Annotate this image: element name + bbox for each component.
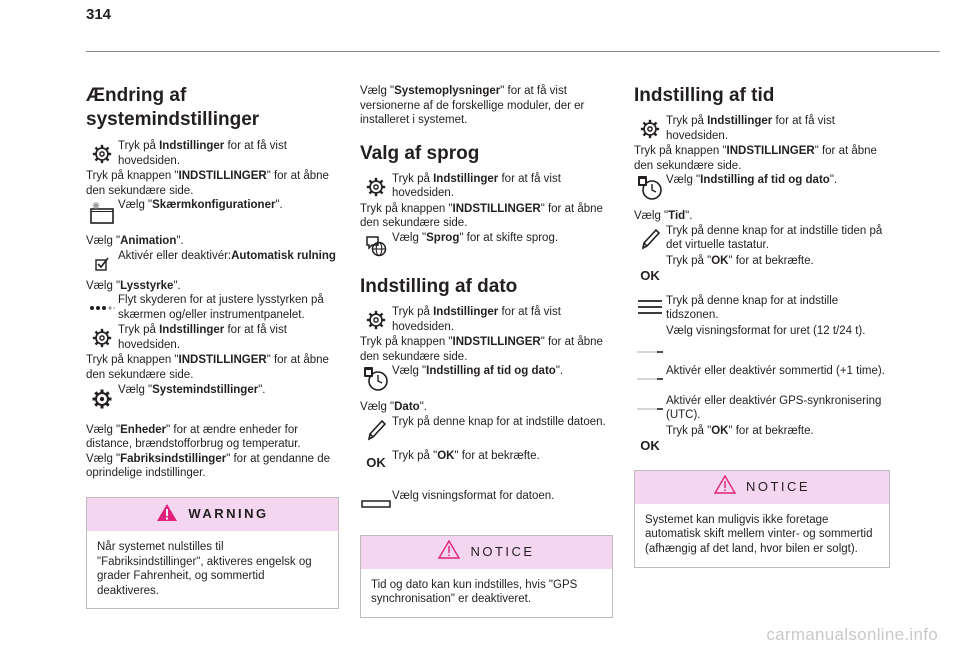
step-row <box>86 249 339 279</box>
format-bar-icon <box>634 324 666 354</box>
step-row <box>360 231 613 261</box>
screen-brightness-icon <box>86 198 118 228</box>
notice-text: Tid og dato kan kun indstilles, hvis "GPS synchronisation" er deaktiveret. <box>371 578 578 606</box>
top-divider <box>86 51 940 52</box>
step-text: Tryk på knappen "INDSTILLINGER" for at åbne den sekundære side. <box>86 354 329 381</box>
step-row <box>360 489 613 519</box>
step-row <box>86 323 339 353</box>
step-text: Vælg "Systemoplysninger" for at få vist versionerne af de forskellige moduler, der er installeret i systemet. <box>360 85 585 127</box>
format-bar-icon <box>360 489 392 519</box>
step-text: Tryk på denne knap for at indstille datoen. <box>392 415 606 428</box>
notice-header <box>635 471 889 504</box>
step-text: Tryk på knappen "INDSTILLINGER" for at åbne den sekundære side. <box>86 170 329 197</box>
watermark-footer: carmanualsonline.info <box>766 625 938 645</box>
step-row <box>360 305 613 335</box>
step-text: Vælg "Indstilling af tid og dato". <box>392 365 564 378</box>
step-text: Vælg "Tid". <box>634 210 693 223</box>
section-title-language: Valg af sprog <box>360 142 480 164</box>
notice-triangle-icon <box>714 475 736 499</box>
step-text: Tryk på Indstillinger for at få vist hovedsiden. <box>392 172 561 200</box>
column-system-settings <box>86 84 339 609</box>
page-number: 314 <box>86 6 112 23</box>
notice-box <box>360 535 613 618</box>
step-text: Tryk på Indstillinger for at få vist hovedsiden. <box>118 140 287 167</box>
notice-title: NOTICE <box>745 478 811 494</box>
column-time <box>634 84 890 568</box>
warning-title: WARNING <box>188 506 269 522</box>
calendar-clock-icon <box>360 364 392 394</box>
checkbox-icon <box>86 249 118 279</box>
section-title-date: Indstilling af dato <box>360 275 518 297</box>
step-text: Vælg "Indstilling af tid og dato". <box>666 174 838 187</box>
column-language-date <box>360 84 613 618</box>
notice-text: Systemet kan muligvis ikke foretage automatisk skift mellem vinter- og sommertid (afhængig af det land, hvor bilen er solgt). <box>645 513 873 555</box>
section-title-time: Indstilling af tid <box>634 85 775 106</box>
toggle-bar-icon <box>634 364 666 394</box>
step-row <box>360 415 613 445</box>
step-row <box>634 424 890 454</box>
step-text: Vælg "Systemindstillinger". <box>118 383 266 396</box>
warning-triangle-icon <box>156 503 178 527</box>
section-title-system-settings: Ændring af systemindstillinger <box>86 85 260 130</box>
step-text: Vælg visningsformat for uret (12 t/24 t). <box>666 324 866 337</box>
step-text: Tryk på knappen "INDSTILLINGER" for at åbne den sekundære side. <box>360 335 603 363</box>
slider-dots-icon <box>86 293 118 323</box>
notice-header <box>361 536 612 569</box>
warning-box <box>86 497 339 609</box>
notice-title: NOTICE <box>470 543 535 559</box>
step-row <box>360 172 613 202</box>
ok-icon: OK <box>366 455 386 471</box>
step-text: Vælg visningsformat for datoen. <box>392 489 555 502</box>
step-text: Aktivér eller deaktivér sommertid (+1 time). <box>666 364 885 377</box>
step-row <box>86 293 339 323</box>
step-text: Tryk på Indstillinger for at få vist hovedsiden. <box>118 324 287 351</box>
step-row <box>634 324 890 354</box>
step-text: Tryk på Indstillinger for at få vist hovedsiden. <box>666 115 835 142</box>
step-text: Aktivér eller deaktivér GPS-synkronisering (UTC). <box>666 394 882 422</box>
step-row <box>86 198 339 228</box>
step-text: Vælg "Fabriksindstillinger" for at gendanne de oprindelige indstillinger. <box>86 452 331 480</box>
settings-gear-icon <box>360 305 392 335</box>
warning-text: Når systemet nulstilles til "Fabriksindstillinger", aktiveres engelsk og grader Fahrenheit, og sommertid deaktiveres. <box>97 540 312 597</box>
ok-icon: OK <box>640 438 660 454</box>
step-row <box>360 449 613 479</box>
step-text: Tryk på knappen "INDSTILLINGER" for at åbne den sekundære side. <box>634 145 877 172</box>
settings-gear-icon <box>86 323 118 353</box>
step-text: Vælg "Dato". <box>360 401 427 414</box>
step-text: Vælg "Sprog" for at skifte sprog. <box>392 231 559 244</box>
step-text: Flyt skyderen for at justere lysstyrken på skærmen og/eller instrumentpanelet. <box>118 294 324 321</box>
pencil-icon <box>634 224 666 254</box>
step-text: Aktivér eller deaktivér:Automatisk rulning <box>118 249 336 262</box>
settings-gear-icon <box>360 172 392 202</box>
settings-gear-icon <box>634 114 666 144</box>
step-row <box>634 254 890 284</box>
step-row <box>86 139 339 169</box>
step-text: Vælg "Lysstyrke". <box>86 279 181 292</box>
step-row <box>634 294 890 324</box>
step-row <box>360 364 613 394</box>
step-text: Tryk på denne knap for at indstille tiden på det virtuelle tastatur. <box>666 224 883 252</box>
step-text: Tryk på "OK" for at bekræfte. <box>392 449 540 462</box>
step-row <box>634 224 890 254</box>
step-row <box>634 173 890 203</box>
step-text: Tryk på "OK" for at bekræfte. <box>666 424 814 437</box>
list-icon <box>634 294 666 324</box>
ok-icon: OK <box>640 268 660 284</box>
notice-box <box>634 470 890 568</box>
step-row <box>86 383 339 413</box>
notice-triangle-icon <box>438 540 460 564</box>
step-text: Tryk på denne knap for at indstille tidszonen. <box>666 294 839 322</box>
toggle-bar-icon <box>634 394 666 424</box>
warning-header <box>87 498 338 531</box>
step-text: Vælg "Skærmkonfigurationer". <box>118 199 283 212</box>
step-row <box>634 364 890 394</box>
step-text: Tryk på "OK" for at bekræfte. <box>666 254 814 267</box>
pencil-icon <box>360 415 392 445</box>
settings-gear-icon <box>86 139 118 169</box>
step-text: Tryk på knappen "INDSTILLINGER" for at åbne den sekundære side. <box>360 202 603 230</box>
step-row <box>634 394 890 424</box>
step-text: Vælg "Enheder" for at ændre enheder for distance, brændstofforbrug og temperatur. <box>86 423 301 451</box>
calendar-clock-icon <box>634 173 666 203</box>
language-icon <box>360 231 392 261</box>
step-text: Tryk på Indstillinger for at få vist hovedsiden. <box>392 305 561 333</box>
step-row <box>634 114 890 144</box>
step-text: Vælg "Animation". <box>86 235 184 248</box>
system-settings-icon <box>86 383 118 413</box>
